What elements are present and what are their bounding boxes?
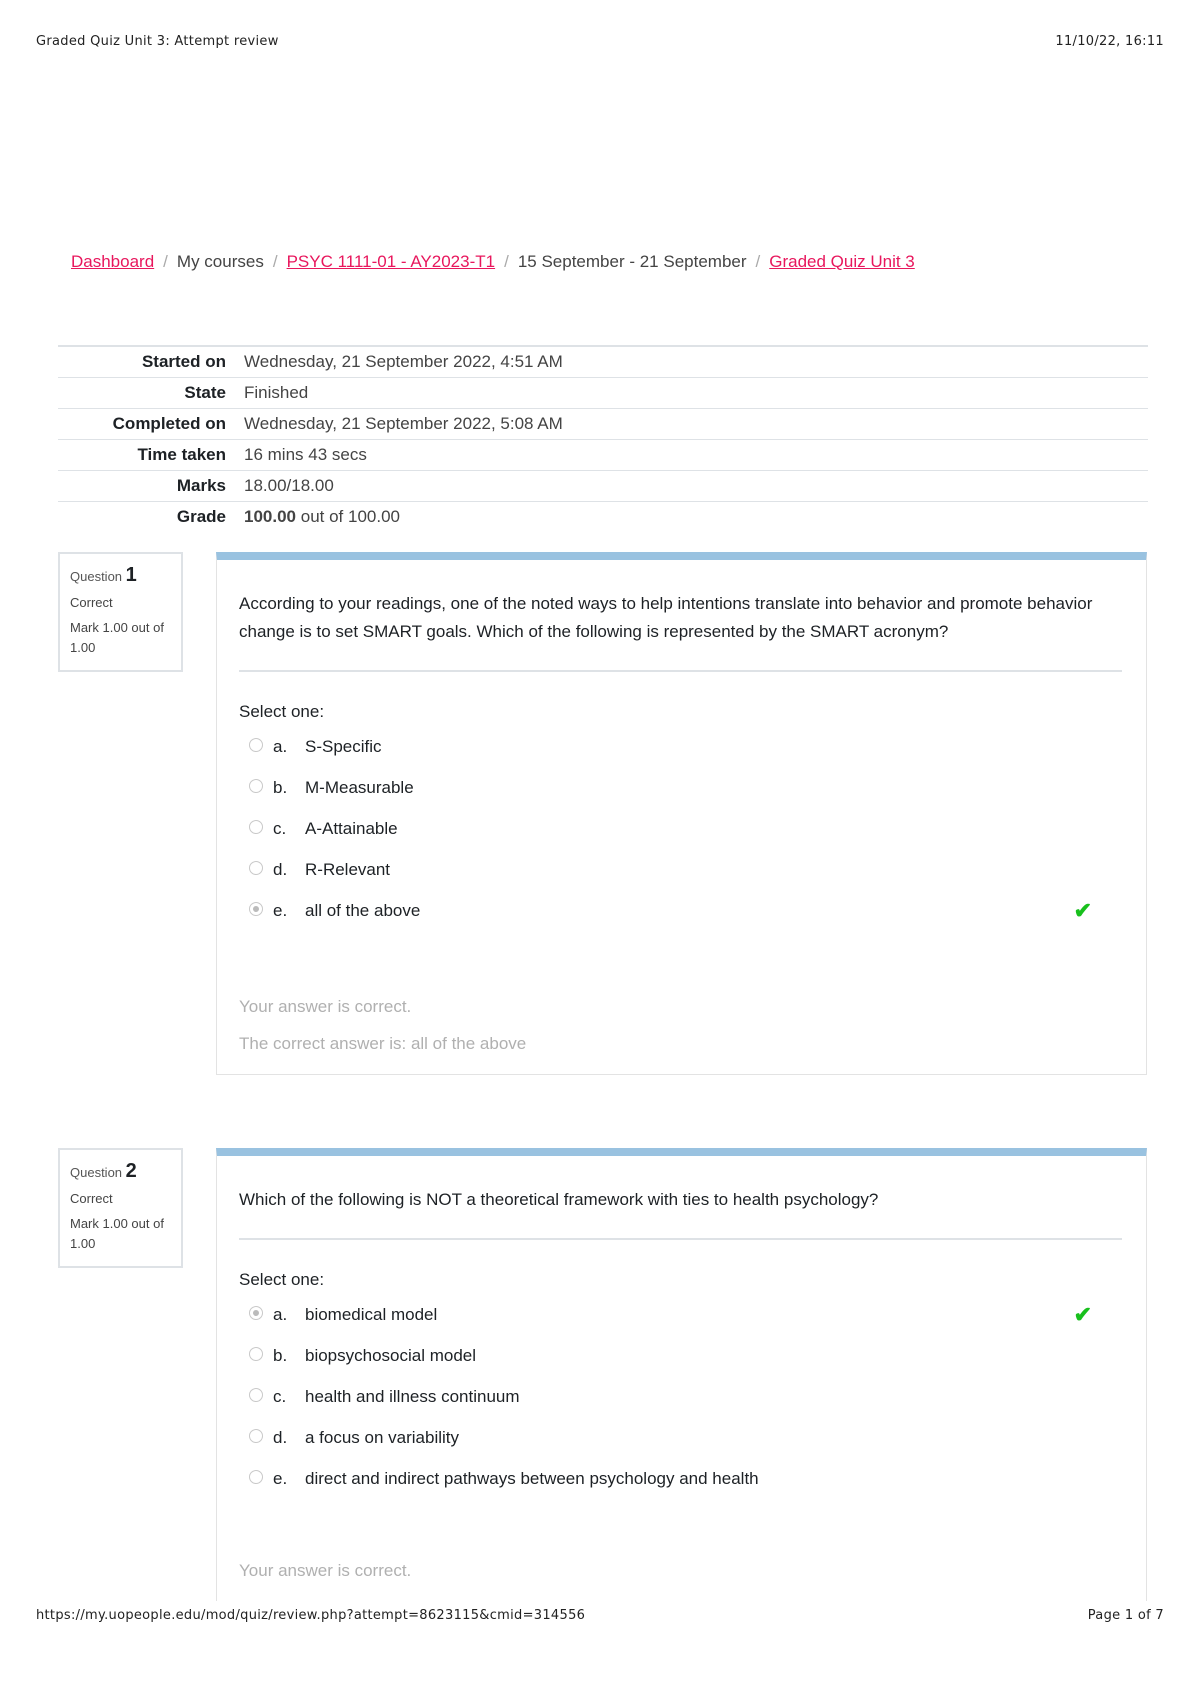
breadcrumb-separator: / (272, 252, 278, 271)
answer-text: biomedical model (305, 1304, 438, 1324)
radio-icon (249, 1470, 263, 1484)
summary-row (58, 346, 1148, 378)
answer-text: S-Specific (305, 736, 382, 756)
answer-text: M-Measurable (305, 777, 414, 797)
question-2-info (58, 1148, 183, 1268)
breadcrumb-my-courses: My courses (176, 252, 264, 271)
question-text: Which of the following is NOT a theoretical framework with ties to health psychology? (239, 1186, 1122, 1240)
answer-letter: d. (273, 859, 288, 879)
answer-option (239, 849, 1122, 890)
summary-label: Completed on (112, 414, 226, 433)
radio-icon (249, 1306, 263, 1320)
question-2-formulation (216, 1148, 1147, 1540)
print-footer (36, 1608, 1164, 1623)
right-answer-text: The correct answer is: all of the above (239, 1034, 527, 1053)
radio-icon (249, 738, 263, 752)
answer-letter: a. (273, 736, 288, 756)
question-1-formulation (216, 552, 1147, 970)
question-number (70, 1160, 171, 1183)
answer-letter: e. (273, 900, 288, 920)
answer-option (239, 726, 1122, 767)
radio-icon (249, 820, 263, 834)
radio-icon (249, 1347, 263, 1361)
radio-icon (249, 1429, 263, 1443)
question-prefix: Question (70, 1165, 123, 1180)
feedback-text: Your answer is correct. (239, 1561, 412, 1580)
print-footer-page: Page 1 of 7 (1087, 1608, 1164, 1623)
summary-row (58, 409, 1148, 440)
answer-text: direct and indirect pathways between psychology and health (305, 1468, 759, 1488)
answer-option-selected (239, 890, 1122, 931)
summary-label: Grade (176, 507, 226, 526)
radio-icon (249, 861, 263, 875)
print-header-datetime: 11/10/22, 16:11 (1055, 34, 1164, 49)
question-number-value: 2 (125, 1160, 137, 1182)
answer-letter: b. (273, 1345, 288, 1365)
summary-label: Marks (176, 476, 226, 495)
breadcrumb-separator: / (504, 252, 509, 271)
answer-option (239, 767, 1122, 808)
summary-label: Time taken (137, 445, 226, 464)
question-number-value: 1 (125, 564, 137, 586)
print-header-title: Graded Quiz Unit 3: Attempt review (36, 34, 279, 49)
answer-option (239, 1417, 1122, 1458)
question-text: According to your readings, one of the noted ways to help intentions translate into behavior and promote behavior change is to set SMART goals. Which of the following is represented by the SMART acronym? (239, 590, 1122, 672)
summary-value: 18.00/18.00 (244, 476, 334, 495)
select-one-prompt: Select one: (239, 1270, 325, 1289)
attempt-summary-table (58, 345, 1148, 532)
question-prefix: Question (70, 569, 123, 584)
select-one-prompt: Select one: (239, 702, 325, 721)
breadcrumb-quiz-link[interactable]: Graded Quiz Unit 3 (769, 252, 915, 271)
question-state: Correct (70, 595, 113, 610)
answer-letter: c. (273, 1386, 287, 1406)
answer-letter: a. (273, 1304, 288, 1324)
summary-label: State (184, 383, 226, 402)
summary-row (58, 471, 1148, 502)
summary-value: Wednesday, 21 September 2022, 4:51 AM (244, 352, 563, 371)
answer-letter: d. (273, 1427, 288, 1447)
answer-option (239, 1376, 1122, 1417)
print-header (36, 34, 1164, 49)
breadcrumb-separator: / (755, 252, 761, 271)
question-state: Correct (70, 1191, 113, 1206)
breadcrumb-week: 15 September - 21 September (517, 252, 747, 271)
answer-text: biopsychosocial model (305, 1345, 477, 1365)
question-2-feedback (216, 1540, 1147, 1601)
answer-text: all of the above (305, 900, 421, 920)
summary-row (58, 378, 1148, 409)
breadcrumb-dashboard-link[interactable]: Dashboard (71, 252, 155, 271)
answer-letter: e. (273, 1468, 288, 1488)
summary-row (58, 440, 1148, 471)
summary-value: Finished (244, 383, 309, 402)
question-2-content (216, 1148, 1147, 1601)
answer-text: health and illness continuum (305, 1386, 520, 1406)
summary-row-grade (58, 502, 1148, 533)
grade-score: 100.00 (244, 507, 296, 526)
question-mark: Mark 1.00 out of 1.00 (70, 620, 164, 655)
answer-option (239, 1458, 1122, 1499)
answer-text: A-Attainable (305, 818, 398, 838)
question-number (70, 564, 171, 587)
print-footer-url: https://my.uopeople.edu/mod/quiz/review.php?attempt=8623115&cmid=314556 (36, 1608, 586, 1623)
answer-letter: b. (273, 777, 288, 797)
answer-text: R-Relevant (305, 859, 391, 879)
summary-label: Started on (141, 352, 226, 371)
question-1-info (58, 552, 183, 672)
breadcrumb-separator: / (163, 252, 168, 271)
breadcrumb (71, 252, 915, 272)
feedback-text: Your answer is correct. (239, 997, 412, 1016)
check-icon: ✔ (1073, 1301, 1092, 1327)
grade-suffix: out of 100.00 (300, 507, 400, 526)
question-1-feedback (216, 970, 1147, 1075)
check-icon: ✔ (1073, 897, 1092, 923)
question-1-content (216, 552, 1147, 1075)
summary-grade-value (244, 502, 1148, 533)
answer-option (239, 1335, 1122, 1376)
answer-option (239, 808, 1122, 849)
answer-text: a focus on variability (305, 1427, 460, 1447)
summary-value: Wednesday, 21 September 2022, 5:08 AM (244, 414, 563, 433)
radio-icon (249, 779, 263, 793)
breadcrumb-course-link[interactable]: PSYC 1111-01 - AY2023-T1 (286, 252, 496, 271)
summary-value: 16 mins 43 secs (244, 445, 367, 464)
radio-icon (249, 1388, 263, 1402)
question-mark: Mark 1.00 out of 1.00 (70, 1216, 164, 1251)
answer-letter: c. (273, 818, 287, 838)
radio-icon (249, 902, 263, 916)
answer-option-selected (239, 1294, 1122, 1335)
